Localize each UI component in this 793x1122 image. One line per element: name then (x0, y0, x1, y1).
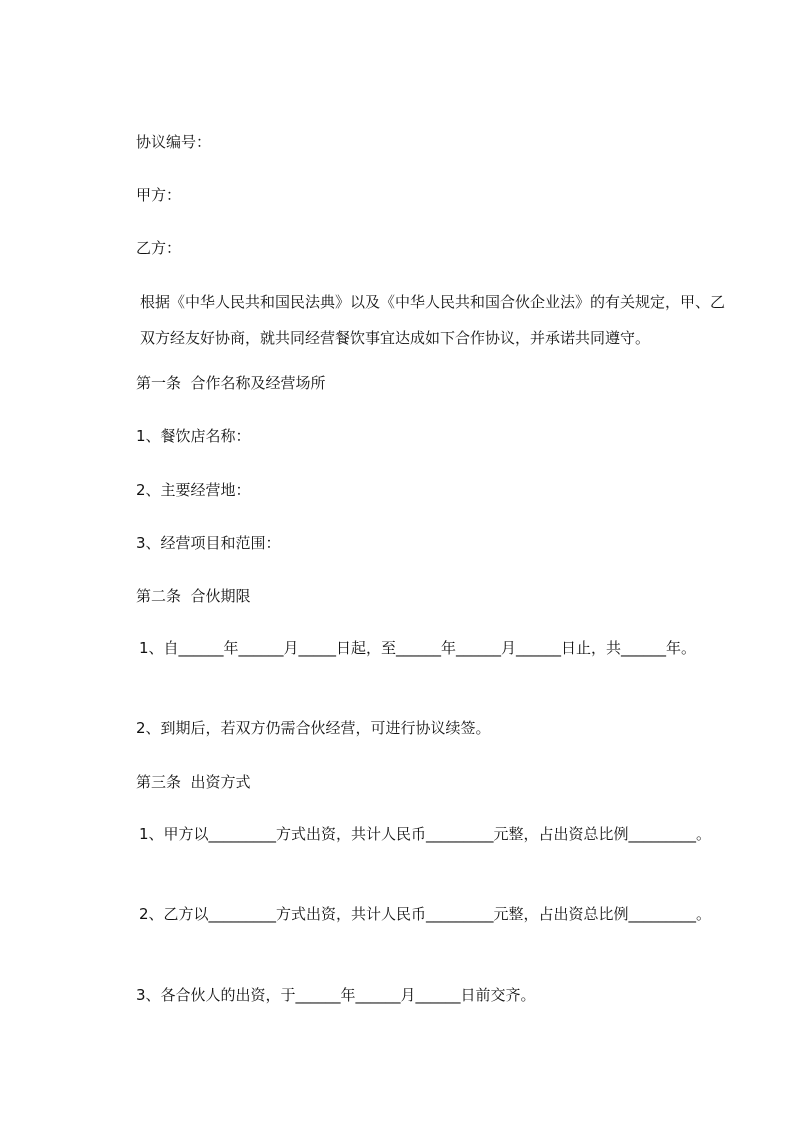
article1-item2: 2、主要经营地： (136, 481, 251, 499)
article2-title: 第二条 合伙期限 (136, 587, 251, 605)
article3-item2: 2、乙方以_________方式出资，共计人民币_________元整，占出资总比例_________。 (139, 905, 712, 923)
article1-title: 第一条 合作名称及经营场所 (136, 374, 326, 392)
article1-item1: 1、餐饮店名称： (136, 427, 251, 445)
party-a-label: 甲方： (136, 186, 182, 204)
article2-item2: 2、到期后，若双方仍需合伙经营，可进行协议续签。 (136, 719, 491, 737)
article3-title: 第三条 出资方式 (136, 773, 251, 791)
article2-item1: 1、自______年______月_____日起，至______年______月______日止，共______年。 (139, 639, 697, 657)
party-b-label: 乙方： (136, 239, 182, 257)
article1-item3: 3、经营项目和范围： (136, 534, 281, 552)
article3-item3: 3、各合伙人的出资，于______年______月______日前交齐。 (136, 986, 536, 1004)
preamble-paragraph: 根据《中华人民共和国民法典》以及《中华人民共和国合伙企业法》的有关规定，甲、乙双方经友好协商，就共同经营餐饮事宜达成如下合作协议，并承诺共同遵守。 (140, 293, 726, 347)
agreement-number-label: 协议编号： (136, 133, 212, 151)
article3-item1: 1、甲方以_________方式出资，共计人民币_________元整，占出资总比例_________。 (139, 825, 712, 843)
